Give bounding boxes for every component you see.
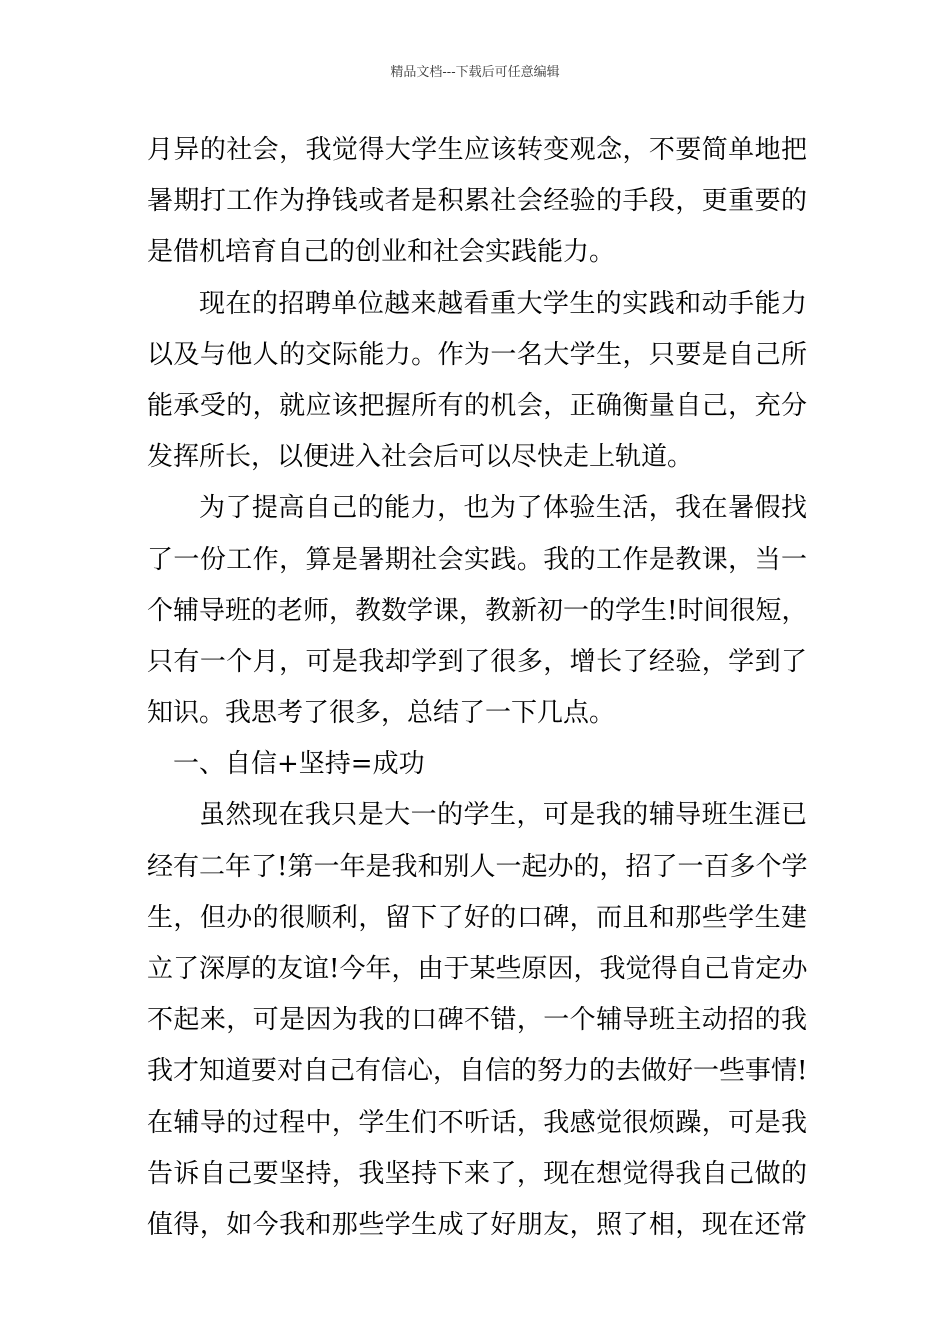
page-header: 精品文档---下载后可任意编辑 <box>390 65 560 80</box>
text-line: 在辅导的过程中，学生们不听话，我感觉很烦躁，可是我 <box>147 1107 807 1138</box>
text-line: 暑期打工作为挣钱或者是积累社会经验的手段，更重要的 <box>147 186 807 217</box>
text-line: 立了深厚的友谊!今年，由于某些原因，我觉得自己肯定办 <box>147 954 808 984</box>
text-line: 能承受的，就应该把握所有的机会，正确衡量自己，充分 <box>147 390 807 421</box>
text-line: 不起来，可是因为我的口碑不错，一个辅导班主动招的我 <box>147 1005 807 1036</box>
text-line: 虽然现在我只是大一的学生，可是我的辅导班生涯已 <box>199 800 807 831</box>
text-line: 值得，如今我和那些学生成了好朋友，照了相，现在还常 <box>147 1209 807 1240</box>
text-line: 知识。我思考了很多，总结了一下几点。 <box>147 698 616 729</box>
text-line: 我才知道要对自己有信心，自信的努力的去做好一些事情! <box>147 1056 808 1087</box>
text-line: 以及与他人的交际能力。作为一名大学生，只要是自己所 <box>147 339 807 370</box>
section-heading: 一、自信+坚持=成功 <box>173 749 425 780</box>
text-line: 只有一个月，可是我却学到了很多，增长了经验，学到了 <box>147 646 807 677</box>
text-line: 告诉自己要坚持，我坚持下来了，现在想觉得我自己做的 <box>147 1158 807 1189</box>
text-line: 现在的招聘单位越来越看重大学生的实践和动手能力 <box>199 288 807 319</box>
text-line: 生，但办的很顺利，留下了好的口碑，而且和那些学生建 <box>147 902 807 933</box>
text-line: 月异的社会，我觉得大学生应该转变观念，不要简单地把 <box>147 135 807 165</box>
text-line: 了一份工作，算是暑期社会实践。我的工作是教课，当一 <box>147 544 807 575</box>
text-line: 经有二年了!第一年是我和别人一起办的，招了一百多个学 <box>147 851 808 882</box>
text-line: 发挥所长，以便进入社会后可以尽快走上轨道。 <box>147 442 694 473</box>
body-text <box>147 125 807 1251</box>
text-line: 是借机培育自己的创业和社会实践能力。 <box>147 237 616 268</box>
text-line: 为了提高自己的能力，也为了体验生活，我在暑假找 <box>199 493 807 524</box>
text-line: 个辅导班的老师，教数学课，教新初一的学生!时间很短， <box>147 595 808 626</box>
